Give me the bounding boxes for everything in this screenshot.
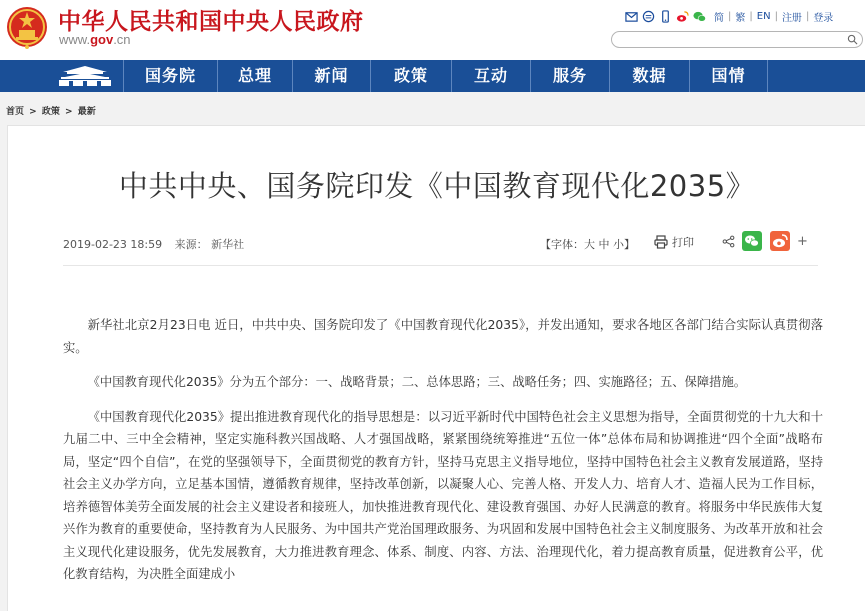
divider: | (774, 10, 778, 22)
publish-date: 2019-02-23 18:59 (63, 238, 163, 251)
site-header (0, 0, 865, 60)
paragraph: 新华社北京2月23日电 近日，中共中央、国务院印发了《中国教育现代化2035》，并发出通知，要求各地区各部门结合实际认真贯彻落实。 (63, 318, 823, 355)
divider (63, 265, 818, 266)
article-body (63, 314, 823, 598)
source-label: 来源： (174, 238, 208, 251)
nav-item-news[interactable]: 新闻 (293, 60, 371, 92)
domain-brand: gov (90, 32, 114, 47)
source-name: 新华社 (211, 238, 245, 251)
breadcrumb-policy[interactable]: 政策 (41, 107, 60, 117)
national-emblem-icon[interactable] (6, 5, 48, 49)
share-bar (722, 231, 808, 251)
domain-prefix: www. (59, 32, 91, 47)
print-button[interactable] (654, 234, 694, 250)
article-meta (63, 236, 244, 252)
nav-item-data[interactable]: 数据 (610, 60, 690, 92)
nav-item-premier[interactable]: 总理 (218, 60, 293, 92)
paragraph: 《中国教育现代化2035》分为五个部分：一、战略背景；二、总体思路；三、战略任务；四、实施路径；五、保障措施。 (87, 375, 747, 389)
weibo-share-icon[interactable] (770, 231, 790, 251)
main-nav (0, 60, 865, 92)
mail-icon[interactable] (625, 10, 638, 23)
divider: | (749, 10, 753, 22)
language-links (714, 9, 833, 24)
link-traditional[interactable]: 繁 (735, 12, 746, 24)
search-input[interactable] (611, 31, 863, 48)
site-domain[interactable] (59, 32, 131, 47)
search-icon[interactable] (847, 34, 858, 45)
link-simplified[interactable]: 简 (714, 12, 724, 24)
nav-item-policy[interactable]: 政策 (371, 60, 452, 92)
tiananmen-icon (55, 65, 115, 87)
nav-item-national-info[interactable]: 国情 (690, 60, 768, 92)
font-size-control[interactable]: 【字体：大 中 小】 (540, 238, 635, 251)
breadcrumb-home[interactable]: 首页 (6, 107, 25, 117)
header-tools (625, 8, 833, 24)
link-register[interactable]: 注册 (781, 12, 802, 24)
link-english[interactable]: EN (756, 10, 771, 22)
divider: | (728, 10, 732, 22)
message-icon[interactable] (642, 10, 655, 23)
weibo-icon[interactable] (676, 10, 689, 23)
domain-suffix: .cn (113, 32, 131, 47)
breadcrumb-separator: > (65, 107, 73, 117)
wechat-share-icon[interactable] (742, 231, 762, 251)
paragraph: 《中国教育现代化2035》提出推进教育现代化的指导思想是：以习近平新时代中国特色社会主义思想为指导，全面贯彻党的十九大和十九届二中、三中全会精神，坚定实施科教兴国战略、人才强国战略，紧紧围绕统筹推进“五位一体”总体布局和协调推进“四个全面”战略布局，坚定“四个自信”，在党的坚强领导下，全面贯彻党的教育方针，坚持马克思主义指导地位，坚持中国特色社会主义教育发展道路，坚持社会主义办学方向，立足基本国情，遵循教育规律，坚持改革创新，以凝聚人心、完善人格、开发人力、培育人才、造福人民为工作目标，培养德智体美劳全面发展的社会主义建设者和接班人，加快推进教育现代化、建设教育强国、办好人民满意的教育。将服务中华民族伟大复兴作为教育的重要使命，坚持教育为人民服务、为中国共产党治国理政服务、为巩固和发展中国特色社会主义制度服务、为改革开放和社会主义现代化建设服务，优先发展教育，大力推进教育理念、体系、制度、内容、方法、治理现代化，着力提高教育质量，促进教育公平，优化教育结构，为决胜全面建成小 (63, 409, 823, 581)
nav-item-interaction[interactable]: 互动 (452, 60, 531, 92)
breadcrumb (6, 104, 98, 117)
breadcrumb-separator: > (29, 107, 37, 117)
divider: | (805, 10, 810, 22)
breadcrumb-latest[interactable]: 最新 (77, 107, 96, 117)
nav-item-services[interactable]: 服务 (531, 60, 610, 92)
article-title: 中共中央、国务院印发《中国教育现代化2035》 (118, 169, 756, 203)
nav-item-state-council[interactable]: 国务院 (124, 60, 218, 92)
share-more-button[interactable]: + (797, 233, 808, 249)
site-title[interactable]: 中华人民共和国中央人民政府 (58, 9, 364, 35)
nav-home[interactable] (0, 60, 124, 92)
article-panel (7, 125, 865, 611)
wechat-icon[interactable] (693, 10, 706, 23)
print-label: 打印 (672, 236, 694, 249)
printer-icon (654, 235, 668, 249)
share-icon[interactable] (722, 235, 735, 248)
mobile-icon[interactable] (659, 10, 672, 23)
link-login[interactable]: 登录 (813, 12, 834, 24)
